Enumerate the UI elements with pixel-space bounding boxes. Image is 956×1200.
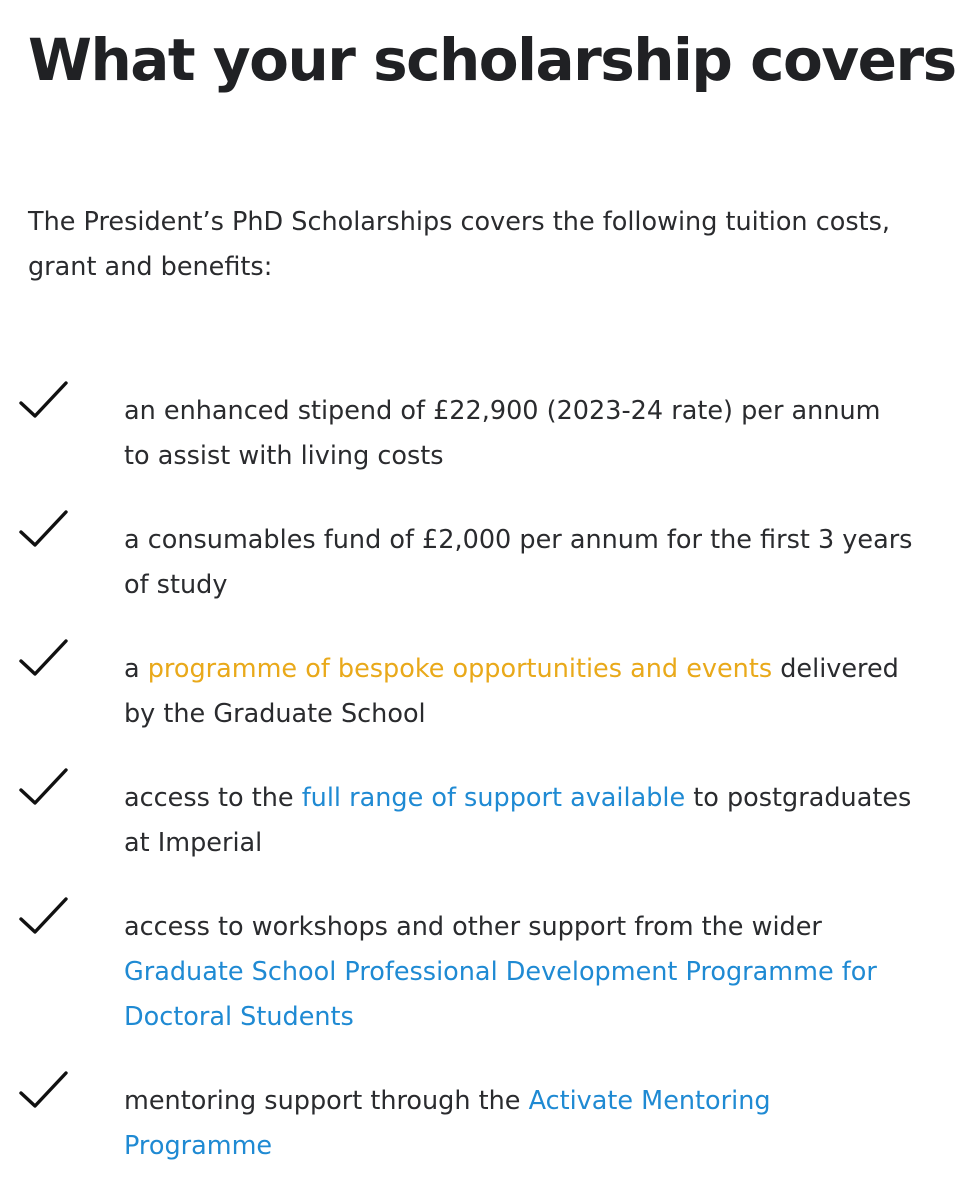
benefit-text-before: mentoring support through the xyxy=(124,1086,529,1116)
benefit-text-content: a consumables fund of £2,000 per annum for the first 3 years of study xyxy=(124,525,913,600)
check-icon xyxy=(18,766,70,810)
check-icon xyxy=(18,895,70,939)
page-title: What your scholarship covers xyxy=(28,26,956,94)
benefit-text-before: access to the xyxy=(124,783,302,813)
check-icon xyxy=(18,508,70,552)
professional-development-programme-link[interactable]: Graduate School Professional Development Programme for Doctoral Students xyxy=(124,957,877,1032)
benefit-text xyxy=(124,518,914,608)
benefit-text-before: access to workshops and other support from the wider xyxy=(124,912,822,942)
bespoke-opportunities-link[interactable]: programme of bespoke opportunities and events xyxy=(147,654,773,684)
benefit-text-before: a xyxy=(124,654,148,684)
full-range-of-support-link[interactable]: full range of support available xyxy=(301,783,686,813)
check-icon xyxy=(18,637,70,681)
benefit-text-after: to postgraduates at Imperial xyxy=(124,783,912,858)
intro-paragraph: The President’s PhD Scholarships covers the following tuition costs, grant and benefits: xyxy=(28,207,890,282)
benefit-text xyxy=(124,905,914,1040)
benefit-text xyxy=(124,1079,914,1169)
activate-mentoring-programme-link[interactable]: Activate Mentoring Programme xyxy=(124,1086,771,1161)
check-icon xyxy=(18,379,70,423)
check-icon xyxy=(18,1069,70,1113)
benefit-text xyxy=(124,776,914,866)
benefit-text-content: an enhanced stipend of £22,900 (2023-24 rate) per annum to assist with living costs xyxy=(124,396,881,471)
benefit-text xyxy=(124,389,914,479)
benefit-text xyxy=(124,647,914,737)
benefit-text-after: delivered by the Graduate School xyxy=(124,654,899,729)
